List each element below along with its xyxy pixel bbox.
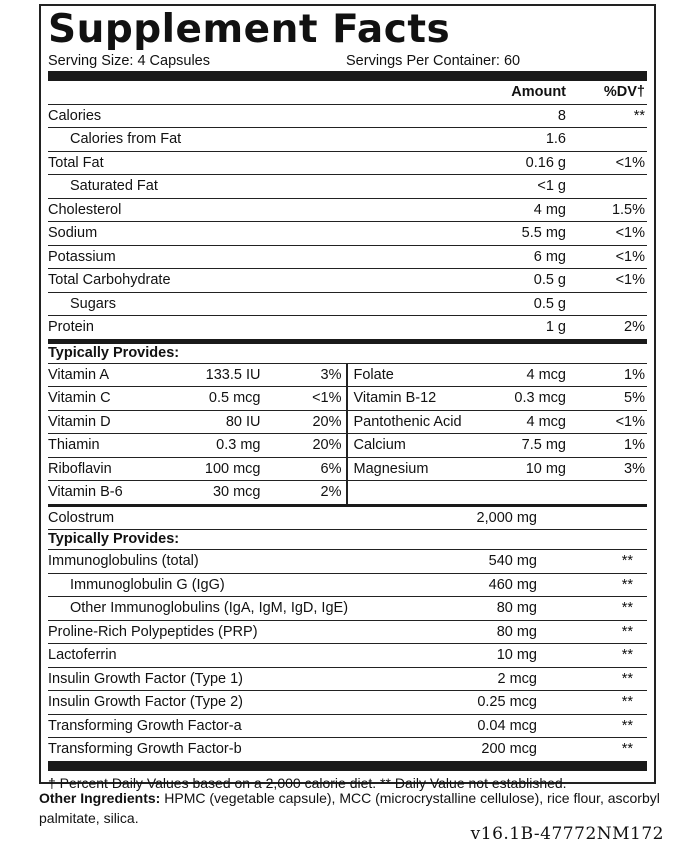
component-row xyxy=(48,668,647,692)
nutrient-dv: 1.5% xyxy=(611,201,645,218)
nutrient-dv: <1% xyxy=(615,225,645,241)
version-code: v16.1B-47772NM172 xyxy=(470,824,664,844)
component-label: Other Immunoglobulins (IgA, IgM, IgD, IgE) xyxy=(70,600,349,616)
vitamin-name: Vitamin B-12 xyxy=(353,390,437,406)
component-dv: ** xyxy=(621,553,633,569)
colostrum-amount: 2,000 mg xyxy=(476,509,537,526)
vitamin-row xyxy=(48,364,346,388)
nutrient-row xyxy=(48,222,647,246)
component-dv: ** xyxy=(621,741,633,757)
component-list xyxy=(48,550,647,761)
vitamin-row xyxy=(348,458,648,482)
vitamin-amount: 0.5 mcg xyxy=(208,390,261,406)
serving-info xyxy=(48,52,647,71)
component-row xyxy=(48,597,647,621)
vitamin-dv: 3% xyxy=(320,366,342,383)
nutrient-amount: 5.5 mg xyxy=(521,225,566,241)
panel-title: Supplement Facts xyxy=(48,7,451,52)
nutrient-label: Potassium xyxy=(48,248,116,265)
typically-provides-heading-2: Typically Provides: xyxy=(48,530,647,550)
other-ingredients-label: Other Ingredients: xyxy=(39,790,161,806)
component-amount: 80 mg xyxy=(496,623,537,640)
component-label: Immunoglobulin G (IgG) xyxy=(70,576,225,593)
component-dv: ** xyxy=(621,717,633,734)
component-amount: 0.04 mcg xyxy=(477,717,537,734)
supplement-facts-panel xyxy=(39,4,656,791)
vitamin-amount: 0.3 mg xyxy=(216,437,261,453)
vitamin-name: Vitamin B-6 xyxy=(48,484,123,500)
vitamin-amount: 30 mcg xyxy=(212,484,261,500)
component-label: Immunoglobulins (total) xyxy=(48,553,199,569)
component-row xyxy=(48,574,647,598)
nutrient-dv: <1% xyxy=(615,154,645,171)
vitamin-name: Folate xyxy=(353,366,394,383)
component-dv: ** xyxy=(621,623,633,640)
nutrient-amount: <1 g xyxy=(537,178,566,194)
vitamin-row xyxy=(348,364,648,388)
nutrient-label: Calories xyxy=(48,107,102,124)
panel-inner xyxy=(48,6,647,793)
vitamin-dv: 2% xyxy=(320,484,342,500)
component-label: Insulin Growth Factor (Type 1) xyxy=(48,670,244,687)
column-header-row xyxy=(48,81,647,105)
component-amount: 80 mg xyxy=(496,600,537,616)
vitamin-amount: 80 IU xyxy=(225,413,261,430)
nutrient-row xyxy=(48,293,647,317)
colostrum-row xyxy=(48,507,647,531)
nutrient-amount: 8 xyxy=(557,107,566,124)
component-amount: 2 mcg xyxy=(497,670,537,687)
nutrient-label: Cholesterol xyxy=(48,201,122,218)
component-row xyxy=(48,715,647,739)
vitamin-column-left xyxy=(48,364,348,504)
vitamin-row xyxy=(48,434,346,458)
component-row xyxy=(48,644,647,668)
vitamin-amount: 0.3 mcg xyxy=(514,390,566,406)
nutrient-amount: 4 mg xyxy=(533,201,566,218)
vitamin-row xyxy=(348,411,648,435)
component-label: Proline-Rich Polypeptides (PRP) xyxy=(48,623,258,640)
component-label: Transforming Growth Factor-a xyxy=(48,717,242,734)
vitamin-name: Pantothenic Acid xyxy=(353,413,462,430)
nutrient-label: Sugars xyxy=(70,295,116,312)
nutrient-dv: ** xyxy=(633,107,645,124)
nutrient-label: Protein xyxy=(48,319,94,335)
component-dv: ** xyxy=(621,647,633,663)
nutrient-label: Saturated Fat xyxy=(70,178,158,194)
divider-thick-bottom xyxy=(48,761,647,771)
nutrient-row xyxy=(48,246,647,270)
nutrient-dv: <1% xyxy=(615,248,645,265)
component-label: Lactoferrin xyxy=(48,647,117,663)
vitamin-amount: 100 mcg xyxy=(204,460,261,477)
vitamin-dv: 5% xyxy=(624,390,645,406)
vitamin-dv: 1% xyxy=(624,366,645,383)
vitamin-name: Calcium xyxy=(353,437,406,453)
component-amount: 10 mg xyxy=(496,647,537,663)
vitamin-dv: <1% xyxy=(615,413,645,430)
nutrient-row xyxy=(48,105,647,129)
vitamin-amount: 10 mg xyxy=(525,460,566,477)
vitamin-dv: 20% xyxy=(312,413,342,430)
vitamin-dv: 3% xyxy=(624,460,645,477)
footnote: † Percent Daily Values based on a 2,000 calorie diet. ** Daily Value not established. xyxy=(48,774,567,791)
component-amount: 0.25 mcg xyxy=(477,694,537,710)
serving-size: Serving Size: 4 Capsules xyxy=(48,53,210,69)
component-row xyxy=(48,550,647,574)
component-row xyxy=(48,691,647,715)
component-dv: ** xyxy=(621,576,633,593)
servings-per-container: Servings Per Container: 60 xyxy=(346,53,521,69)
component-dv: ** xyxy=(621,600,633,616)
nutrient-row xyxy=(48,199,647,223)
vitamin-name: Vitamin D xyxy=(48,413,111,430)
component-dv: ** xyxy=(621,694,633,710)
nutrient-dv: 2% xyxy=(624,319,645,335)
nutrient-row xyxy=(48,152,647,176)
amount-header: Amount xyxy=(511,84,566,100)
vitamin-dv: 6% xyxy=(320,460,342,477)
component-dv: ** xyxy=(621,670,633,687)
nutrient-amount: 0.16 g xyxy=(525,154,566,171)
vitamin-row xyxy=(48,387,346,411)
component-row xyxy=(48,621,647,645)
nutrient-label: Sodium xyxy=(48,225,98,241)
vitamin-row xyxy=(348,387,648,411)
vitamin-amount: 4 mcg xyxy=(526,413,566,430)
nutrient-label: Calories from Fat xyxy=(70,131,182,147)
nutrient-amount: 0.5 g xyxy=(533,272,566,288)
vitamin-amount: 133.5 IU xyxy=(205,366,261,383)
nutrient-row xyxy=(48,175,647,199)
vitamin-dv: 1% xyxy=(624,437,645,453)
nutrient-amount: 1.6 xyxy=(545,131,566,147)
vitamin-name: Magnesium xyxy=(353,460,429,477)
typically-provides-heading: Typically Provides: xyxy=(48,344,647,364)
component-amount: 200 mcg xyxy=(481,741,537,757)
nutrient-row xyxy=(48,128,647,152)
vitamin-row xyxy=(48,481,346,504)
nutrient-row xyxy=(48,316,647,339)
nutrient-label: Total Carbohydrate xyxy=(48,272,171,288)
nutrient-amount: 0.5 g xyxy=(533,295,566,312)
vitamin-row-empty xyxy=(348,481,648,504)
nutrient-dv: <1% xyxy=(615,272,645,288)
component-amount: 460 mg xyxy=(488,576,537,593)
nutrient-list xyxy=(48,105,647,339)
nutrient-amount: 1 g xyxy=(545,319,566,335)
vitamin-column-right xyxy=(348,364,648,504)
vitamin-name: Riboflavin xyxy=(48,460,112,477)
dv-header: %DV† xyxy=(603,84,645,100)
nutrient-amount: 6 mg xyxy=(533,248,566,265)
colostrum-label: Colostrum xyxy=(48,509,115,526)
vitamin-grid xyxy=(48,364,647,504)
component-amount: 540 mg xyxy=(488,553,537,569)
vitamin-amount: 4 mcg xyxy=(526,366,566,383)
vitamin-name: Thiamin xyxy=(48,437,100,453)
vitamin-dv: <1% xyxy=(312,390,342,406)
divider-thick xyxy=(48,71,647,81)
vitamin-dv: 20% xyxy=(312,437,342,453)
nutrient-row xyxy=(48,269,647,293)
component-row xyxy=(48,738,647,761)
nutrient-label: Total Fat xyxy=(48,154,104,171)
vitamin-name: Vitamin C xyxy=(48,390,111,406)
other-ingredients-text: HPMC (vegetable capsule), MCC (microcrystalline cellulose), rice flour, ascorbyl palmitate, silica. xyxy=(39,790,660,826)
other-ingredients xyxy=(39,788,669,828)
component-label: Transforming Growth Factor-b xyxy=(48,741,242,757)
vitamin-name: Vitamin A xyxy=(48,366,109,383)
vitamin-row xyxy=(348,434,648,458)
vitamin-row xyxy=(48,458,346,482)
vitamin-amount: 7.5 mg xyxy=(521,437,566,453)
vitamin-row xyxy=(48,411,346,435)
component-label: Insulin Growth Factor (Type 2) xyxy=(48,694,244,710)
